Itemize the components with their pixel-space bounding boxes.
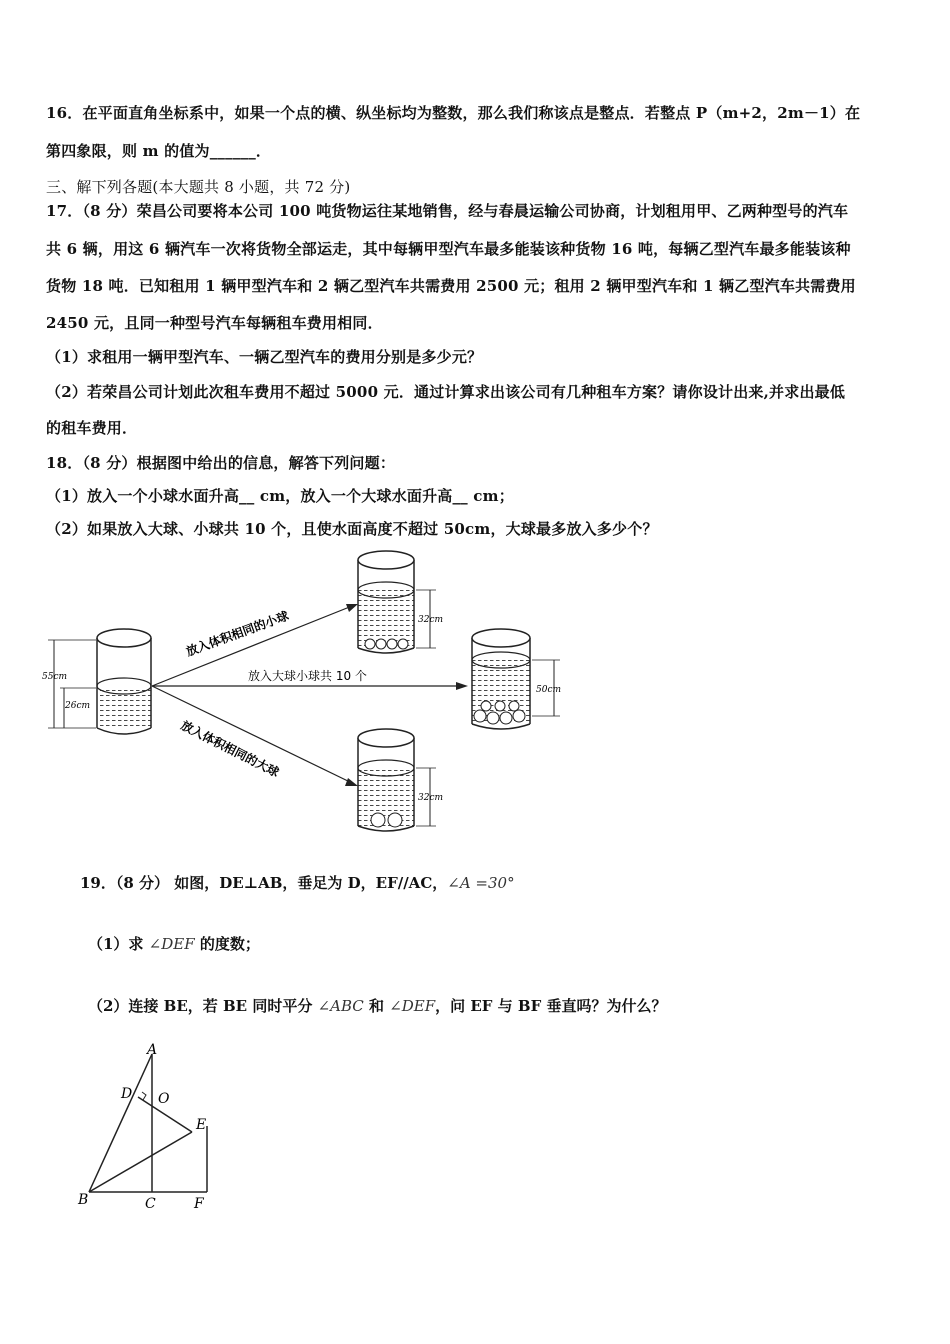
label-32cm-bottom: 32cm — [418, 793, 444, 803]
q16-line2: 第四象限，则 m 的值为______． — [46, 142, 272, 160]
q19-part2 — [88, 995, 666, 1016]
q17-line3: 货物 18 吨．已知租用 1 辆甲型汽车和 2 辆乙型汽车共需费用 2500 元；租用 2 辆甲型汽车和 1 辆乙型汽车共需费用 — [46, 277, 856, 295]
q19-part1-prefix: （1）求 — [88, 935, 149, 953]
section-heading: 三、解下列各题(本大题共 8 小题，共 72 分) — [46, 178, 351, 196]
q19-part2-and: 和 — [363, 997, 390, 1015]
segment-ab — [89, 1054, 152, 1192]
q19-part1 — [88, 933, 260, 954]
cylinder-mixed-balls — [472, 629, 560, 729]
q19-part1-angle: ∠DEF — [148, 935, 195, 953]
q19-part1-suffix: 的度数； — [194, 935, 260, 953]
q19-part2-suffix: ，问 EF 与 BF 垂直吗？为什么？ — [435, 997, 667, 1015]
arrow-bottom — [152, 686, 352, 783]
q18-part2: （2）如果放入大球、小球共 10 个，且使水面高度不超过 50cm，大球最多放入多少个？ — [46, 520, 658, 538]
q19-part2-angle-abc: ∠ABC — [317, 997, 364, 1015]
q18-part1: （1）放入一个小球水面升高__ cm，放入一个大球水面升高__ cm； — [46, 487, 514, 505]
label-50cm: 50cm — [536, 685, 562, 695]
q19-heading-text: 19．（8 分） 如图，DE⊥AB，垂足为 D，EF//AC， — [80, 874, 448, 892]
q19-heading — [80, 872, 515, 893]
q19-part2-prefix: （2）连接 BE，若 BE 同时平分 — [88, 997, 318, 1015]
point-o: O — [158, 1091, 170, 1107]
label-arrow-middle: 放入大球小球共 10 个 — [248, 669, 367, 683]
point-a: A — [147, 1042, 158, 1058]
q16-line1: 16．在平面直角坐标系中，如果一个点的横、纵坐标均为整数，那么我们称该点是整点．若整点 P（m+2，2m－1）在 — [46, 104, 861, 122]
point-f: F — [194, 1196, 204, 1212]
label-32cm-top: 32cm — [418, 615, 444, 625]
label-55cm: 55cm — [42, 672, 68, 682]
q19-angle-a: ∠A =30° — [447, 874, 515, 892]
q18-line1: 18．（8 分）根据图中给出的信息，解答下列问题： — [46, 454, 396, 472]
label-arrow-top: 放入体积相同的小球 — [184, 608, 291, 659]
point-e: E — [196, 1117, 207, 1133]
q17-line2: 共 6 辆，用这 6 辆汽车一次将货物全部运走，其中每辆甲型汽车最多能装该种货物 16 吨，每辆乙型汽车最多能装该种 — [46, 240, 851, 258]
cylinder-big-balls — [358, 729, 436, 831]
label-arrow-bottom: 放入体积相同的大球 — [178, 718, 282, 780]
q19-part2-angle-def: ∠DEF — [389, 997, 436, 1015]
segment-be — [89, 1132, 192, 1192]
cylinder-small-balls — [358, 551, 436, 653]
geometry-figure — [70, 1040, 230, 1220]
label-26cm: 26cm — [65, 701, 91, 711]
q17-part1: （1）求租用一辆甲型汽车、一辆乙型汽车的费用分别是多少元？ — [46, 348, 483, 366]
q17-line4: 2450 元，且同一种型号汽车每辆租车费用相同． — [46, 314, 383, 332]
point-d: D — [121, 1086, 133, 1102]
q17-part2a: （2）若荣昌公司计划此次租车费用不超过 5000 元．通过计算求出该公司有几种租车方案？请你设计出来,并求出最低 — [46, 383, 846, 401]
cylinder-diagram — [40, 548, 580, 838]
point-b: B — [78, 1192, 89, 1208]
point-c: C — [145, 1196, 156, 1212]
q17-line1: 17．（8 分）荣昌公司要将本公司 100 吨货物运往某地销售，经与春晨运输公司协商，计划租用甲、乙两种型号的汽车 — [46, 202, 849, 220]
q17-part2b: 的租车费用． — [46, 419, 138, 437]
